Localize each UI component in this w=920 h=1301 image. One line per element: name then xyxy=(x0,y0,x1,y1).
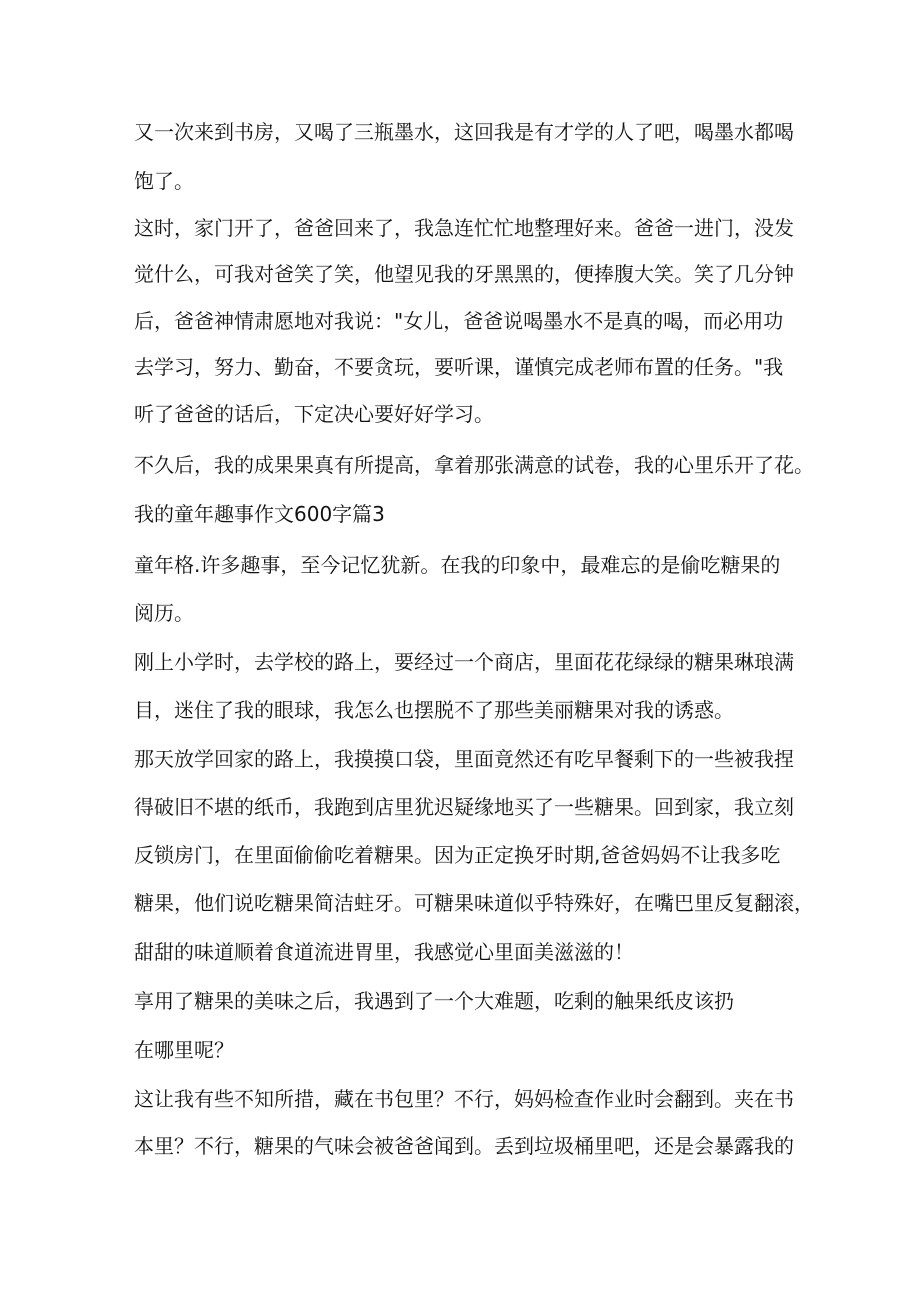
text-line: 后，爸爸神情肃愿地对我说："女儿，爸爸说喝墨水不是真的喝，而必用功 xyxy=(134,309,784,333)
text-line: 反锁房门，在里面偷偷吃着糖果。因为正定换牙时期,爸爸妈妈不让我多吃 xyxy=(134,843,781,867)
text-line: 在哪里呢？ xyxy=(134,1038,234,1062)
text-line: 去学习，努力、勤奋，不要贪玩，要听课，谨慎完成老师布置的任务。"我 xyxy=(134,355,784,379)
text-line: 饱了。 xyxy=(134,169,194,193)
section-heading: 我的童年趣事作文600字篇3 xyxy=(134,502,385,526)
text-line: 阅历。 xyxy=(134,601,194,625)
text-line: 得破旧不堪的纸币，我跑到店里犹迟疑缘地买了一些糖果。回到家，我立刻 xyxy=(134,795,794,819)
text-line: 童年格.许多趣事，至今记忆犹新。在我的印象中，最难忘的是偷吃糖果的 xyxy=(134,553,781,577)
text-line: 又一次来到书房，又喝了三瓶墨水，这回我是有才学的人了吧，喝墨水都喝 xyxy=(134,120,794,144)
text-line: 这时，家门开了，爸爸回来了，我急连忙忙地整理好来。爸爸一进门，没发 xyxy=(134,216,794,240)
text-line: 那天放学回家的路上，我摸摸口袋，里面竟然还有吃早餐剩下的一些被我捏 xyxy=(134,747,794,771)
text-line: 不久后，我的成果果真有所提高，拿着那张满意的试卷，我的心里乐开了花。 xyxy=(134,453,814,477)
text-line: 甜甜的味道顺着食道流进胃里，我感觉心里面美滋滋的！ xyxy=(134,940,634,964)
text-line: 听了爸爸的话后，下定决心要好好学习。 xyxy=(134,402,494,426)
text-line: 本里？不行，糖果的气味会被爸爸闻到。丢到垃圾桶里吧，还是会暴露我的 xyxy=(134,1134,794,1158)
text-line: 享用了糖果的美味之后，我遇到了一个大难题，吃剩的触果纸皮该扔 xyxy=(134,989,734,1013)
text-line: 刚上小学时，去学校的路上，要经过一个商店，里面花花绿绿的糖果琳琅满 xyxy=(134,650,794,674)
text-line: 目，迷住了我的眼球，我怎么也摆脱不了那些美丽糖果对我的诱惑。 xyxy=(134,698,734,722)
text-line: 这让我有些不知所措，藏在书包里？不行，妈妈检查作业时会翻到。夹在书 xyxy=(134,1087,794,1111)
text-line: 觉什么，可我对爸笑了笑，他望见我的牙黑黑的，便捧腹大笑。笑了几分钟 xyxy=(134,262,794,286)
text-line: 糖果，他们说吃糖果简洁蛀牙。可糖果味道似乎特殊好，在嘴巴里反复翻滚， xyxy=(134,891,814,915)
